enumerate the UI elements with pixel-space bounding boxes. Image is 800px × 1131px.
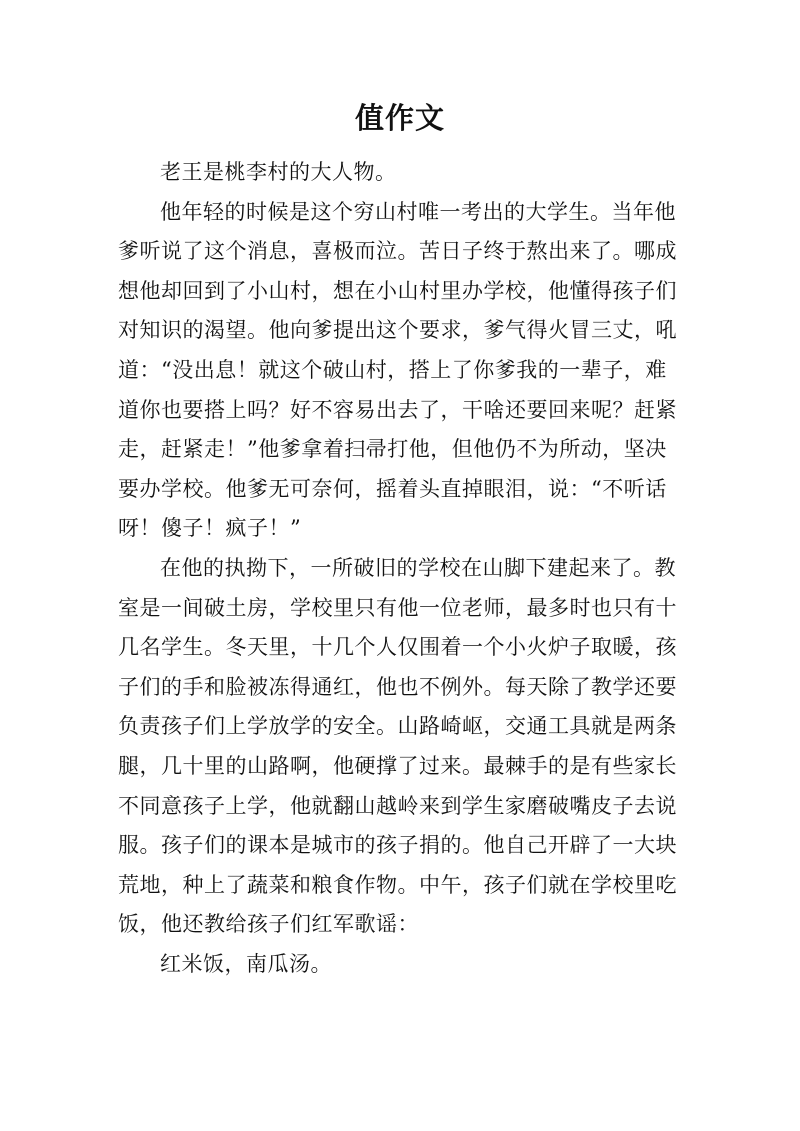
document-title: 值作文 [354,101,445,135]
paragraph-3: 在他的执拗下，一所破旧的学校在山脚下建起来了。教室是一间破土房，学校里只有他一位老师，最多时也只有十几名学生。冬天里，十几个人仅围着一个小火炉子取暖，孩子们的手和脸被冻得通红，他也不例外。每天除了教学还要负责孩子们上学放学的安全。山路崎岖，交通工具就是两条腿，几十里的山路啊，他硬撑了过来。最棘手的是有些家长不同意孩子上学，他就翻山越岭来到学生家磨破嘴皮子去说服。孩子们的课本是城市的孩子捐的。他自己开辟了一大块荒地，种上了蔬菜和粮食作物。中午，孩子们就在学校里吃饭，他还教给孩子们红军歌谣： [118,555,677,937]
paragraph-1: 老王是桃李村的大人物。 [160,160,397,184]
paragraph-2: 他年轻的时候是这个穷山村唯一考出的大学生。当年他爹听说了这个消息，喜极而泣。苦日子终于熬出来了。哪成想他却回到了小山村，想在小山村里办学校，他懂得孩子们对知识的渴望。他向爹提出这个要求，爹气得火冒三丈，吼道：“没出息！就这个破山村，搭上了你爹我的一辈子，难道你也要搭上吗？好不容易出去了，干啥还要回来呢？赶紧走，赶紧走！”他爹拿着扫帚打他，但他仍不为所动，坚决要办学校。他爹无可奈何，摇着头直掉眼泪，说：“不听话呀！傻子！疯子！” [118,199,677,541]
paragraph-4: 红米饭，南瓜汤。 [160,951,332,976]
document-body [118,153,688,984]
